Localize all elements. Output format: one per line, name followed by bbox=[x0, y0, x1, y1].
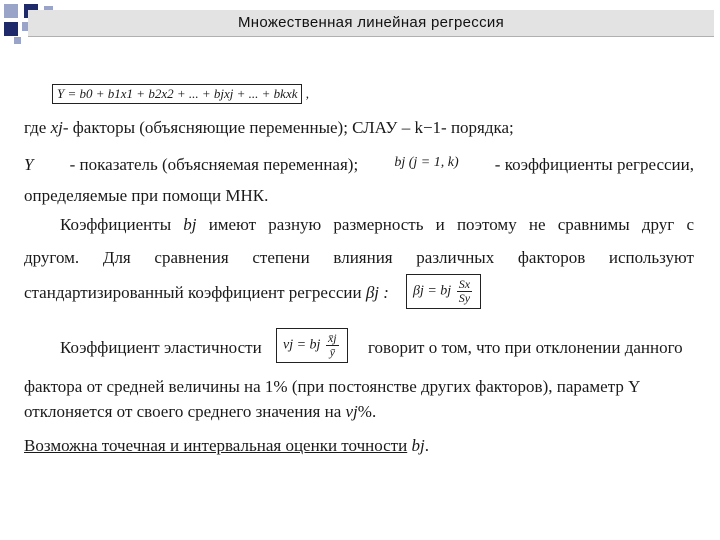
final-line bbox=[24, 436, 429, 456]
indicator-text: - показатель (объясняемая переменная); bbox=[69, 155, 359, 174]
word: с bbox=[686, 215, 694, 234]
slide-title: Множественная линейная регрессия bbox=[237, 14, 505, 31]
regression-formula bbox=[52, 84, 309, 104]
para2-line3 bbox=[24, 283, 389, 303]
title-bar bbox=[28, 10, 714, 37]
word: разную bbox=[268, 215, 322, 234]
word: не bbox=[528, 215, 546, 234]
para2-line1 bbox=[60, 215, 694, 235]
elasticity-fraction bbox=[326, 332, 339, 359]
elasticity-formula-box bbox=[276, 328, 348, 363]
word: сравнимы bbox=[557, 215, 630, 234]
word: поэтому bbox=[456, 215, 517, 234]
beta-formula bbox=[406, 274, 481, 309]
beta-numerator: Sx bbox=[458, 277, 471, 291]
beta-formula-box bbox=[406, 274, 481, 309]
word: влияния bbox=[333, 248, 393, 267]
word: Коэффициенты bbox=[60, 215, 172, 234]
word: используют bbox=[608, 248, 694, 267]
word: степени bbox=[252, 248, 310, 267]
word: другом. bbox=[24, 248, 80, 267]
elasticity-lhs: νj = bj bbox=[283, 337, 321, 353]
standardized-text: стандартизированный коэффициент регрессии bbox=[24, 283, 362, 302]
elasticity-text2: говорит о том, что при отклонении данного bbox=[368, 338, 683, 357]
elasticity-text1: Коэффициент эластичности bbox=[60, 338, 262, 357]
elasticity-formula bbox=[276, 328, 348, 363]
beta-denominator: Sy bbox=[458, 291, 471, 305]
beta-lhs: βj = bj bbox=[413, 283, 452, 299]
beta-fraction bbox=[457, 278, 472, 305]
word: различных bbox=[416, 248, 495, 267]
beta-label: βj : bbox=[365, 283, 389, 302]
formula-comma: , bbox=[305, 86, 309, 101]
para2-line2 bbox=[24, 248, 694, 268]
word: друг bbox=[641, 215, 675, 234]
word: Для bbox=[102, 248, 131, 267]
factors-var: xj bbox=[50, 118, 63, 137]
word: сравнения bbox=[154, 248, 229, 267]
word: факторов bbox=[517, 248, 586, 267]
para3-line2 bbox=[24, 402, 376, 422]
indicator-line bbox=[24, 155, 694, 175]
regression-formula-box: Y = b0 + b1x1 + b2x2 + ... + bjxj + ... + bkxk bbox=[52, 84, 302, 104]
final-text: Возможна точечная и интервальная оценки точности bbox=[24, 436, 408, 455]
determined-line: определяемые при помощи МНК. bbox=[24, 186, 269, 205]
coef-var: bj bbox=[183, 215, 197, 234]
elasticity-var: νj bbox=[345, 402, 358, 421]
elasticity-denominator: ȳ bbox=[329, 345, 335, 359]
final-var: bj bbox=[411, 436, 425, 455]
coef-notation: bj (j = 1, k) bbox=[394, 155, 459, 170]
para3-line1: фактора от средней величины на 1% (при постоянстве других факторов), параметр Y bbox=[24, 377, 641, 396]
factors-text: - факторы (объясняющие переменные); СЛАУ – k−1- порядка; bbox=[62, 118, 514, 137]
indicator-var: Y bbox=[24, 155, 34, 174]
word: и bbox=[435, 215, 445, 234]
percent-end: %. bbox=[357, 402, 377, 421]
word: размерность bbox=[333, 215, 424, 234]
deviation-text: отклоняется от своего среднего значения на bbox=[24, 402, 342, 421]
word: имеют bbox=[208, 215, 257, 234]
final-end: . bbox=[424, 436, 429, 455]
factors-line bbox=[24, 118, 514, 138]
coefficients-text: - коэффициенты регрессии, bbox=[494, 155, 694, 174]
elasticity-numerator: x̄j bbox=[327, 331, 337, 345]
factors-pre: где bbox=[24, 118, 47, 137]
